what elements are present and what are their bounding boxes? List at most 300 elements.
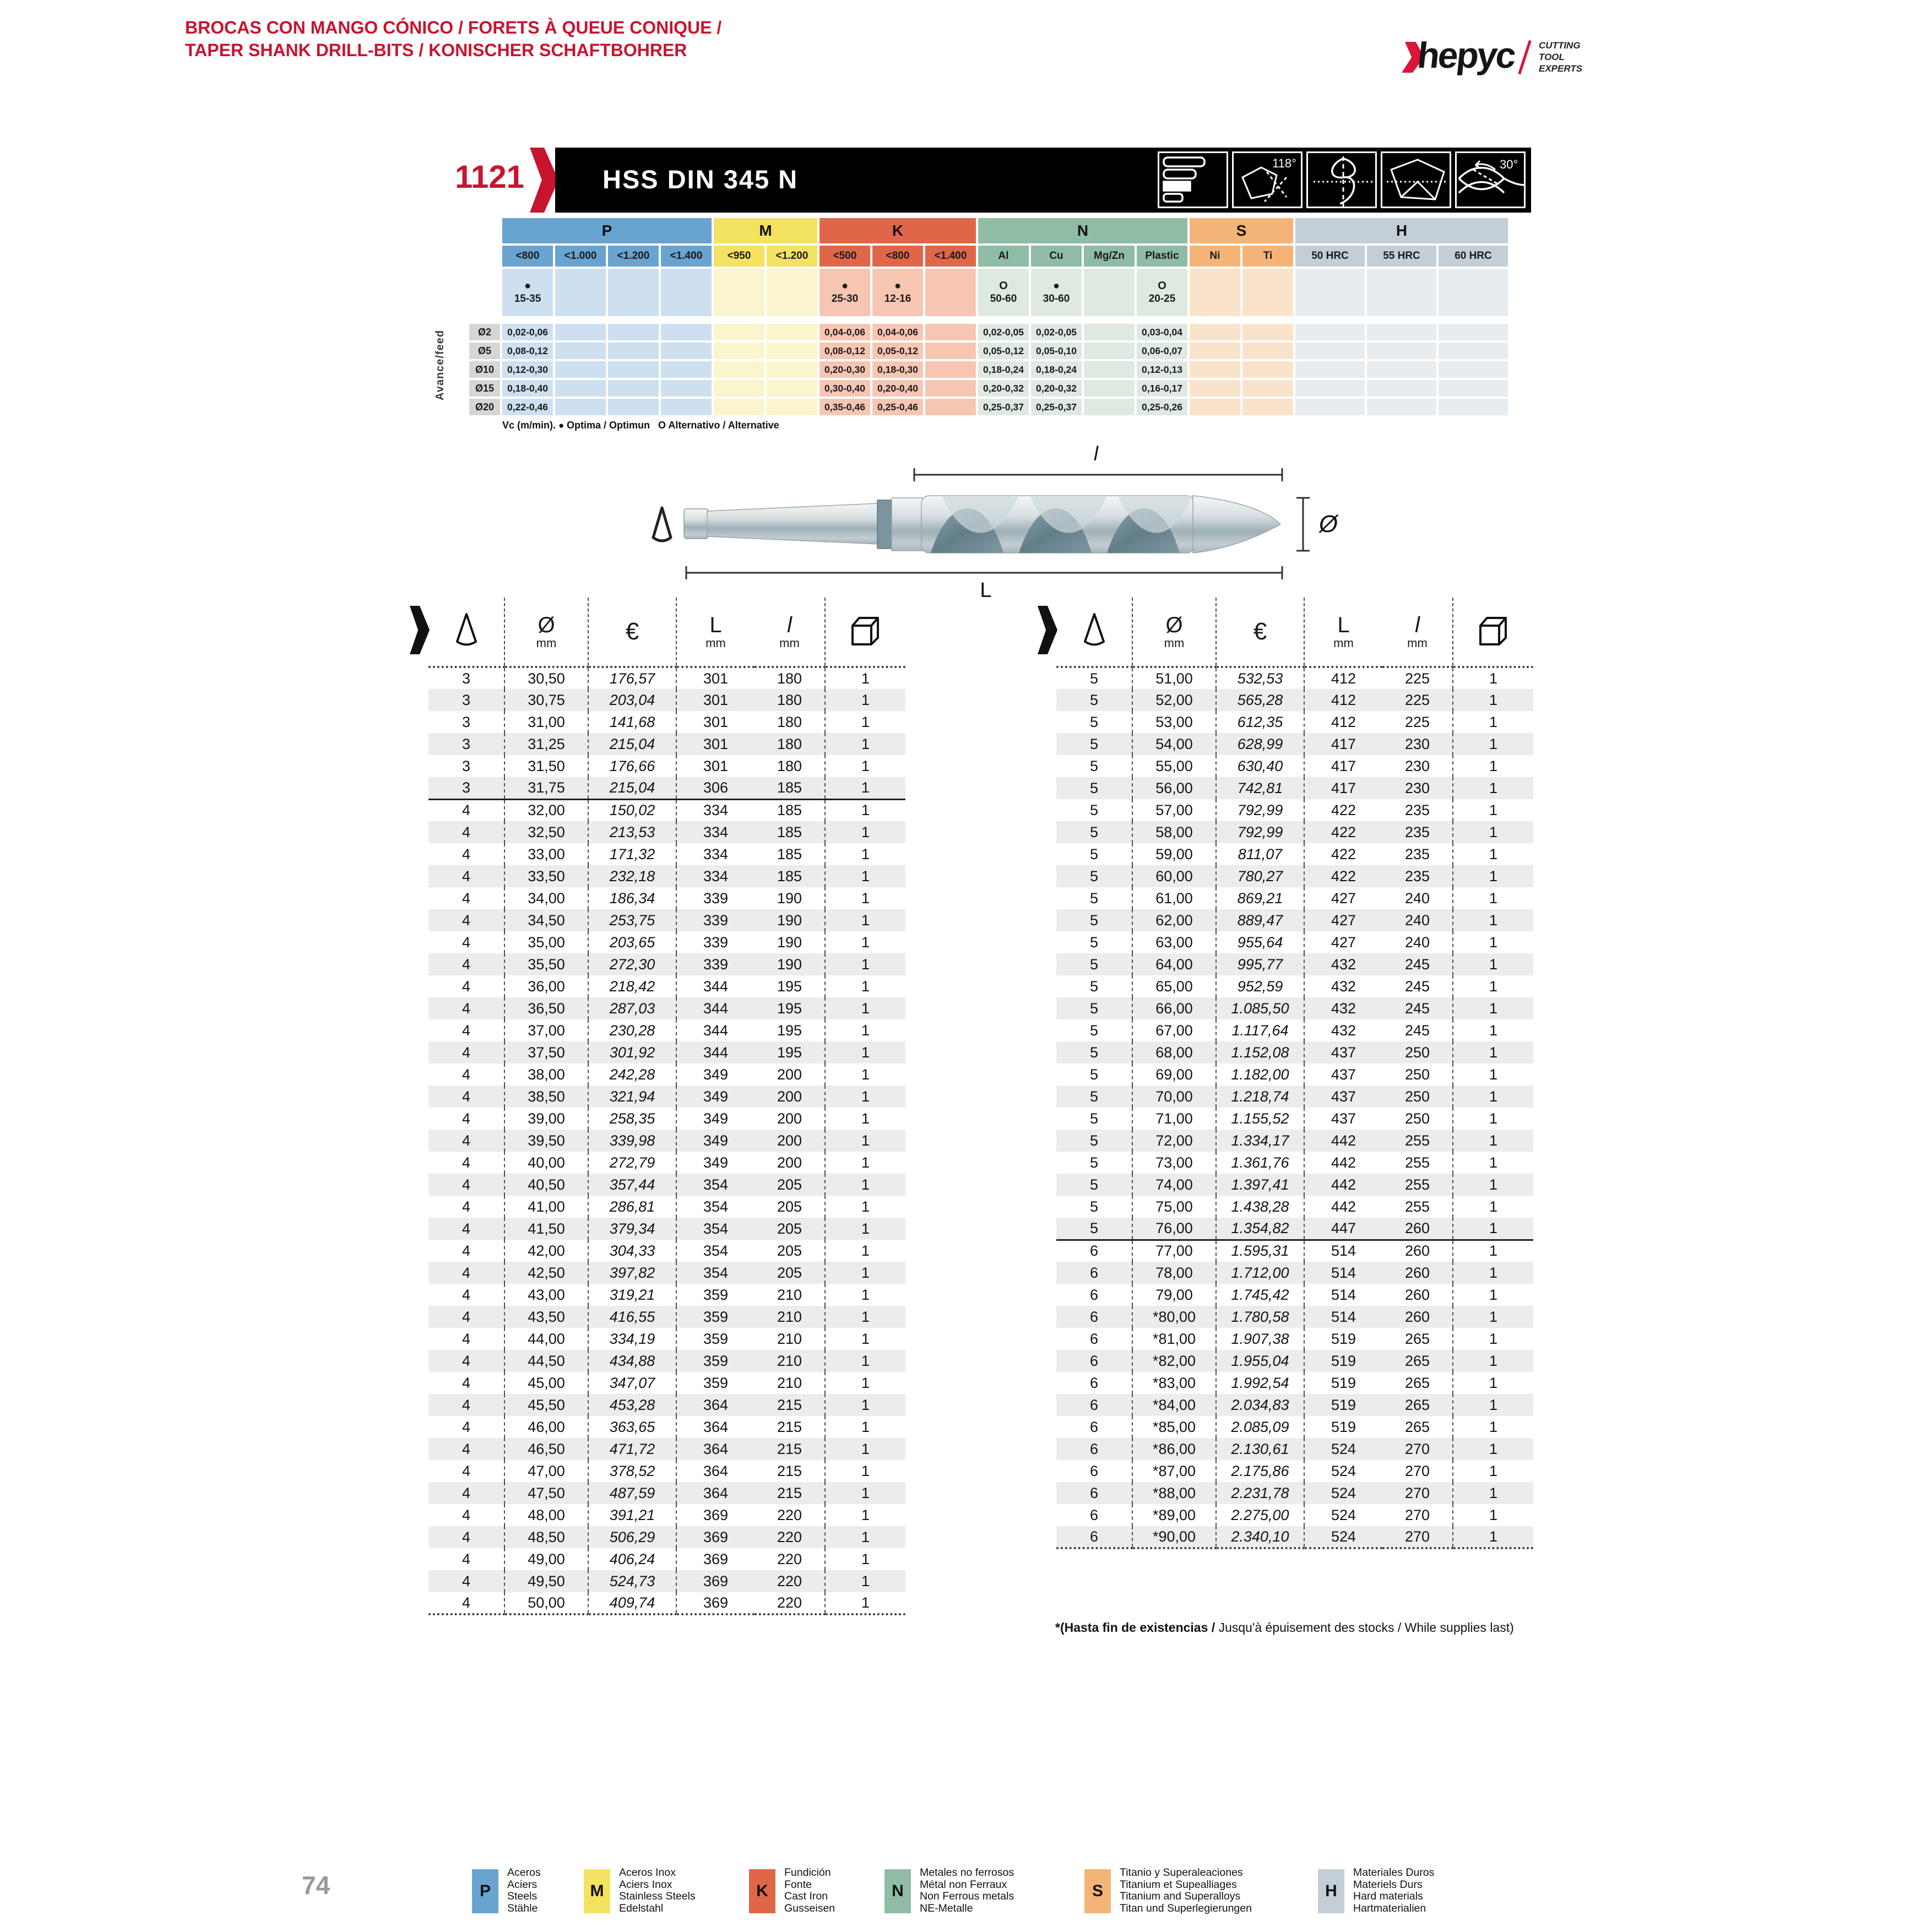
- diameter-cell: 54,00: [1132, 733, 1216, 755]
- qty-cell: 1: [861, 1154, 870, 1171]
- flute-length-cell: 265: [1382, 1394, 1453, 1416]
- feed-value-cell: [1367, 380, 1436, 397]
- legend-item-K: [749, 1867, 835, 1914]
- diameter-cell: 34,50: [504, 909, 588, 931]
- point-geometry-icon: [1381, 151, 1451, 208]
- qty-cell: 1: [861, 845, 870, 862]
- price-cell: 363,65: [588, 1416, 676, 1438]
- table-row: [1056, 1350, 1533, 1372]
- cone-cell: 4: [428, 1152, 504, 1174]
- price-cell: 287,03: [588, 997, 676, 1019]
- total-length-cell: 339: [703, 889, 729, 907]
- spec-subcol-header: Cu: [1031, 246, 1082, 267]
- feed-value-cell: [555, 324, 606, 340]
- qty-cell: 1: [861, 1352, 870, 1369]
- legend-text: Fundición Fonte Cast Iron Gusseisen: [784, 1866, 835, 1914]
- legend-text: Materiales Duros Materiels Durs Hard materials Hartmaterialien: [1353, 1866, 1435, 1914]
- table-row: [1056, 733, 1533, 755]
- package-box-icon: [848, 614, 883, 648]
- feed-value-cell: [661, 324, 712, 340]
- total-length-cell: 447: [1331, 1219, 1356, 1236]
- table-row: [1056, 1240, 1533, 1262]
- table-row: [1056, 777, 1533, 799]
- flute-length-cell: 265: [1382, 1372, 1453, 1394]
- diameter-cell: 63,00: [1132, 931, 1216, 953]
- feed-value-cell: 0,35-0,46: [820, 399, 870, 415]
- feed-row: [469, 380, 1508, 397]
- vc-cell: [661, 269, 712, 316]
- qty-cell: 1: [861, 1484, 870, 1501]
- diameter-cell: *87,00: [1132, 1460, 1216, 1482]
- diameter-cell: 40,00: [504, 1152, 588, 1174]
- cone-cell: 4: [428, 909, 504, 931]
- col-header-flute-length: l mm: [755, 598, 825, 667]
- feed-value-cell: [1295, 399, 1365, 415]
- table-row: [428, 1240, 905, 1262]
- table-row: [1056, 865, 1533, 887]
- feed-value-cell: [1367, 343, 1436, 359]
- feed-value-cell: 0,02-0,05: [978, 324, 1029, 340]
- price-cell: 321,94: [588, 1086, 676, 1108]
- price-cell: 1.780,58: [1216, 1306, 1304, 1328]
- table-row: [1056, 755, 1533, 777]
- total-length-cell: 427: [1331, 889, 1356, 907]
- qty-cell: 1: [861, 1330, 870, 1347]
- qty-cell: 1: [1489, 735, 1498, 752]
- table-row: [1056, 711, 1533, 733]
- cone-cell: 5: [1056, 1063, 1132, 1086]
- qty-cell: 1: [861, 1528, 870, 1545]
- feed-value-cell: [1084, 399, 1135, 415]
- feed-value-cell: [1242, 343, 1293, 359]
- total-length-cell: 432: [1331, 1022, 1356, 1039]
- table-row: [1056, 1284, 1533, 1306]
- table-row: [1056, 909, 1533, 931]
- spec-subcol-header: <800: [502, 246, 553, 267]
- col-header-pack-qty: [825, 598, 905, 667]
- cone-cell: 4: [428, 1460, 504, 1482]
- qty-cell: 1: [861, 1374, 870, 1391]
- flute-length-cell: 240: [1382, 931, 1453, 953]
- cone-cell: 5: [1056, 755, 1132, 777]
- price-cell: 1.334,17: [1216, 1130, 1304, 1152]
- total-length-cell: 301: [703, 735, 729, 752]
- legend-item-H: [1318, 1867, 1434, 1914]
- price-cell: 434,88: [588, 1350, 676, 1372]
- diameter-cell: 37,50: [504, 1041, 588, 1063]
- flute-length-cell: 195: [755, 997, 825, 1019]
- legend-color-box: N: [884, 1869, 911, 1913]
- feed-value-cell: [1190, 324, 1240, 340]
- feed-value-cell: 0,08-0,12: [502, 343, 553, 359]
- qty-cell: 1: [861, 757, 870, 774]
- table-row: [428, 667, 905, 689]
- package-box-icon: [1476, 614, 1511, 648]
- flute-length-cell: 230: [1382, 733, 1453, 755]
- feed-value-cell: 0,25-0,37: [1031, 399, 1082, 415]
- qty-cell: 1: [861, 1418, 870, 1435]
- diameter-cell: 45,50: [504, 1394, 588, 1416]
- diameter-cell: 39,00: [504, 1108, 588, 1130]
- table-row: [1056, 1063, 1533, 1086]
- table-row: [428, 799, 905, 821]
- total-length-cell: 359: [703, 1352, 729, 1369]
- cone-cell: 4: [428, 821, 504, 843]
- flute-length-cell: 220: [755, 1526, 825, 1548]
- feed-value-cell: 0,18-0,24: [978, 361, 1029, 378]
- table-row: [428, 1526, 905, 1548]
- flute-length-cell: 255: [1382, 1152, 1453, 1174]
- table-row: [428, 1416, 905, 1438]
- table-row: [1056, 1218, 1533, 1240]
- flute-length-cell: 205: [755, 1174, 825, 1196]
- table-row: [428, 777, 905, 799]
- feed-value-cell: [1084, 343, 1135, 359]
- diameter-cell: 57,00: [1132, 799, 1216, 821]
- price-cell: 357,44: [588, 1174, 676, 1196]
- legend-color-box: H: [1318, 1869, 1344, 1913]
- price-cell: 258,35: [588, 1108, 676, 1130]
- flute-length-cell: 235: [1382, 799, 1453, 821]
- feed-value-cell: [555, 380, 606, 397]
- feed-value-cell: [608, 324, 659, 340]
- material-group-S: S: [1190, 218, 1293, 243]
- total-length-cell: 359: [703, 1308, 729, 1325]
- table-row: [428, 1174, 905, 1196]
- flute-length-cell: 200: [755, 1108, 825, 1130]
- price-cell: 487,59: [588, 1482, 676, 1504]
- total-length-cell: 442: [1331, 1154, 1356, 1171]
- feed-value-cell: [1439, 361, 1508, 378]
- material-group-K: K: [820, 218, 976, 243]
- total-length-cell: 524: [1331, 1462, 1356, 1479]
- diameter-cell: 62,00: [1132, 909, 1216, 931]
- cone-cell: 6: [1056, 1262, 1132, 1284]
- qty-cell: 1: [1489, 1132, 1498, 1149]
- spec-subcol-header: Ni: [1190, 246, 1240, 267]
- total-length-cell: 334: [703, 845, 729, 862]
- diameter-cell: 44,50: [504, 1350, 588, 1372]
- total-length-cell: 514: [1331, 1264, 1356, 1281]
- flute-length-cell: 220: [755, 1592, 825, 1614]
- table-row: [1056, 821, 1533, 843]
- total-length-cell: 339: [703, 956, 729, 973]
- table-row: [1056, 1482, 1533, 1504]
- feed-value-cell: 0,05-0,12: [872, 343, 923, 359]
- feed-value-cell: [767, 399, 817, 415]
- diameter-cell: 31,00: [504, 711, 588, 733]
- cone-cell: 5: [1056, 777, 1132, 799]
- cone-cell: 5: [1056, 711, 1132, 733]
- price-cell: 272,30: [588, 953, 676, 975]
- table-row: [428, 1504, 905, 1526]
- flute-length-cell: 270: [1382, 1504, 1453, 1526]
- optima-dot-icon: ●: [1052, 280, 1060, 292]
- total-length-cell: 437: [1331, 1110, 1356, 1127]
- table-row: [1056, 1504, 1533, 1526]
- diameter-cell: 50,00: [504, 1592, 588, 1614]
- total-length-cell: 349: [703, 1088, 729, 1105]
- price-cell: 453,28: [588, 1394, 676, 1416]
- total-length-cell: 437: [1331, 1066, 1356, 1083]
- total-length-cell: 354: [703, 1176, 729, 1193]
- price-cell: 471,72: [588, 1438, 676, 1460]
- cone-cell: 4: [428, 1372, 504, 1394]
- cone-cell: 4: [428, 1262, 504, 1284]
- cone-cell: 5: [1056, 1019, 1132, 1041]
- price-cell: 952,59: [1216, 975, 1304, 997]
- flute-length-cell: 200: [755, 1063, 825, 1086]
- price-cell: 186,34: [588, 887, 676, 909]
- feed-value-cell: [925, 361, 976, 378]
- table-row: [1056, 689, 1533, 711]
- legend-item-M: [584, 1867, 696, 1914]
- diameter-cell: 53,00: [1132, 711, 1216, 733]
- price-cell: 1.117,64: [1216, 1019, 1304, 1041]
- price-cell: 1.218,74: [1216, 1086, 1304, 1108]
- table-row: [1056, 667, 1533, 689]
- total-length-cell: 519: [1331, 1374, 1356, 1391]
- flute-length-cell: 265: [1382, 1416, 1453, 1438]
- total-length-cell: 417: [1331, 779, 1356, 796]
- spec-subcol-header: <1.400: [925, 246, 976, 267]
- qty-cell: 1: [1489, 1088, 1498, 1105]
- flute-length-cell: 220: [755, 1504, 825, 1526]
- vc-cell: [1242, 269, 1293, 316]
- qty-cell: 1: [861, 1572, 870, 1589]
- price-cell: 176,57: [588, 667, 676, 689]
- flute-length-cell: 240: [1382, 909, 1453, 931]
- material-group-P: P: [502, 218, 712, 243]
- total-length-cell: 422: [1331, 867, 1356, 884]
- cone-cell: 4: [428, 1218, 504, 1240]
- cone-cell: 5: [1056, 1041, 1132, 1063]
- qty-cell: 1: [861, 1462, 870, 1479]
- feed-value-cell: 0,25-0,46: [872, 399, 923, 415]
- table-row: [1056, 1438, 1533, 1460]
- total-length-cell: 301: [703, 713, 729, 730]
- price-cell: 1.745,42: [1216, 1284, 1304, 1306]
- total-length-cell: 524: [1331, 1484, 1356, 1501]
- feed-value-cell: 0,05-0,10: [1031, 343, 1082, 359]
- qty-cell: 1: [861, 889, 870, 907]
- price-cell: 628,99: [1216, 733, 1304, 755]
- col-header-diameter: Ø mm: [504, 598, 588, 667]
- table-row: [428, 755, 905, 777]
- price-cell: 612,35: [1216, 711, 1304, 733]
- price-cell: 1.397,41: [1216, 1174, 1304, 1196]
- table-row: [1056, 975, 1533, 997]
- table-row: [428, 1019, 905, 1041]
- qty-cell: 1: [1489, 978, 1498, 995]
- flute-length-cell: 210: [755, 1306, 825, 1328]
- price-cell: 742,81: [1216, 777, 1304, 799]
- legend-item-S: [1084, 1867, 1252, 1914]
- table-row: [1056, 1041, 1533, 1063]
- qty-cell: 1: [861, 1396, 870, 1413]
- table-row: [428, 1328, 905, 1350]
- price-cell: 203,04: [588, 689, 676, 711]
- total-length-cell: 349: [703, 1066, 729, 1083]
- vc-cell: ● 15-35: [502, 269, 553, 316]
- total-length-cell: 514: [1331, 1286, 1356, 1303]
- table-row: [1056, 1328, 1533, 1350]
- page-number: 74: [302, 1871, 330, 1900]
- price-cell: 811,07: [1216, 843, 1304, 865]
- legend-color-box: K: [749, 1869, 775, 1913]
- feed-value-cell: [714, 361, 764, 378]
- table-row: [1056, 1372, 1533, 1394]
- qty-cell: 1: [1489, 1286, 1498, 1303]
- cone-cell: 5: [1056, 909, 1132, 931]
- flute-length-cell: 185: [755, 799, 825, 821]
- optima-dot-icon: ●: [894, 280, 902, 292]
- diameter-cell: 71,00: [1132, 1108, 1216, 1130]
- product-feature-icons: [1158, 151, 1526, 208]
- price-cell: 2.231,78: [1216, 1482, 1304, 1504]
- col-header-total-length: L mm: [676, 598, 755, 667]
- total-length-cell: 301: [703, 757, 729, 774]
- diameter-cell: 68,00: [1132, 1041, 1216, 1063]
- flute-length-cell: 255: [1382, 1130, 1453, 1152]
- total-length-cell: 524: [1331, 1506, 1356, 1523]
- qty-cell: 1: [1489, 956, 1498, 973]
- table-row: [428, 909, 905, 931]
- flute-length-cell: 215: [755, 1460, 825, 1482]
- qty-cell: 1: [861, 1022, 870, 1039]
- price-cell: 1.438,28: [1216, 1196, 1304, 1218]
- feed-value-cell: [1295, 361, 1365, 378]
- qty-cell: 1: [861, 691, 870, 708]
- cone-cell: 4: [428, 1570, 504, 1592]
- feed-value-cell: [1439, 399, 1508, 415]
- feed-value-cell: [1242, 399, 1293, 415]
- table-row: [428, 1041, 905, 1063]
- cone-cell: 5: [1056, 1086, 1132, 1108]
- flute-length-cell: 245: [1382, 953, 1453, 975]
- diameter-cell: 40,50: [504, 1174, 588, 1196]
- table-row: [428, 1152, 905, 1174]
- diameter-cell: 66,00: [1132, 997, 1216, 1019]
- vc-cell: O 50-60: [978, 269, 1029, 316]
- total-length-cell: 442: [1331, 1132, 1356, 1149]
- cone-cell: 5: [1056, 689, 1132, 711]
- price-cell: 1.595,31: [1216, 1240, 1304, 1262]
- table-row: [1056, 1526, 1533, 1548]
- diameter-cell: 76,00: [1132, 1218, 1216, 1240]
- legend-color-box: M: [584, 1869, 610, 1913]
- total-length-cell: 432: [1331, 956, 1356, 973]
- total-length-cell: 369: [703, 1550, 729, 1567]
- qty-cell: 1: [1489, 779, 1498, 796]
- flute-length-cell: 195: [755, 975, 825, 997]
- vc-footnote: Vc (m/min). ● Optima / Optimun O Alternativo / Alternative: [502, 420, 779, 431]
- price-cell: 2.275,00: [1216, 1504, 1304, 1526]
- table-row: [428, 689, 905, 711]
- cone-cell: 3: [428, 777, 504, 799]
- qty-cell: 1: [1489, 1264, 1498, 1281]
- diameter-cell: 36,00: [504, 975, 588, 997]
- qty-cell: 1: [861, 1264, 870, 1281]
- price-cell: 955,64: [1216, 931, 1304, 953]
- col-header-total-length: L mm: [1304, 598, 1382, 667]
- diameter-cell: 36,50: [504, 997, 588, 1019]
- price-cell: 319,21: [588, 1284, 676, 1306]
- price-cell: 215,04: [588, 733, 676, 755]
- diameter-cell: 69,00: [1132, 1063, 1216, 1086]
- material-legend: [0, 1867, 1932, 1928]
- table-row: [428, 1394, 905, 1416]
- table-row: [1056, 1174, 1533, 1196]
- cone-cell: 4: [428, 887, 504, 909]
- price-cell: 1.155,52: [1216, 1108, 1304, 1130]
- flute-length-cell: 205: [755, 1218, 825, 1240]
- diameter-cell: 46,00: [504, 1416, 588, 1438]
- table-row: [428, 1306, 905, 1328]
- total-length-cell: 339: [703, 934, 729, 951]
- table-row: [428, 953, 905, 975]
- price-cell: 2.175,86: [1216, 1460, 1304, 1482]
- flute-length-cell: 220: [755, 1548, 825, 1570]
- qty-cell: 1: [1489, 1462, 1498, 1479]
- optima-dot-icon: ●: [841, 280, 849, 292]
- cone-cell: 5: [1056, 1130, 1132, 1152]
- qty-cell: 1: [861, 956, 870, 973]
- qty-cell: 1: [1489, 1308, 1498, 1325]
- cone-cell: 4: [428, 1482, 504, 1504]
- feed-value-cell: 0,20-0,32: [1031, 380, 1082, 397]
- feed-value-cell: [767, 324, 817, 340]
- feed-value-cell: [1190, 343, 1240, 359]
- feed-value-cell: [1242, 324, 1293, 340]
- qty-cell: 1: [861, 735, 870, 752]
- diameter-cell: 55,00: [1132, 755, 1216, 777]
- total-length-cell: 354: [703, 1264, 729, 1281]
- table-row: [428, 1592, 905, 1614]
- cone-cell: 4: [428, 975, 504, 997]
- diameter-cell: *90,00: [1132, 1526, 1216, 1548]
- table-row: [1056, 1460, 1533, 1482]
- qty-cell: 1: [861, 823, 870, 840]
- feed-value-cell: [1295, 343, 1365, 359]
- cone-cell: 5: [1056, 1218, 1132, 1240]
- cone-cell: 4: [428, 1592, 504, 1614]
- total-length-cell: 344: [703, 1044, 729, 1061]
- price-cell: 1.152,08: [1216, 1041, 1304, 1063]
- price-cell: 1.907,38: [1216, 1328, 1304, 1350]
- price-table-left: [428, 598, 905, 1615]
- flute-length-cell: 245: [1382, 975, 1453, 997]
- flute-length-cell: 215: [755, 1438, 825, 1460]
- spec-subcol-header: <800: [872, 246, 923, 267]
- table-row: [428, 931, 905, 953]
- flute-length-cell: 185: [755, 843, 825, 865]
- diameter-cell: 72,00: [1132, 1130, 1216, 1152]
- total-length-cell: 354: [703, 1198, 729, 1215]
- feed-value-cell: [608, 343, 659, 359]
- qty-cell: 1: [1489, 1396, 1498, 1413]
- price-cell: 409,74: [588, 1592, 676, 1614]
- price-cell: 232,18: [588, 865, 676, 887]
- dim-diameter-label: Ø: [1318, 511, 1338, 538]
- qty-cell: 1: [1489, 1352, 1498, 1369]
- total-length-cell: 339: [703, 911, 729, 929]
- feed-value-cell: [555, 361, 606, 378]
- price-cell: 215,04: [588, 777, 676, 799]
- diameter-cell: 48,50: [504, 1526, 588, 1548]
- diameter-cell: 59,00: [1132, 843, 1216, 865]
- diameter-cell: 33,50: [504, 865, 588, 887]
